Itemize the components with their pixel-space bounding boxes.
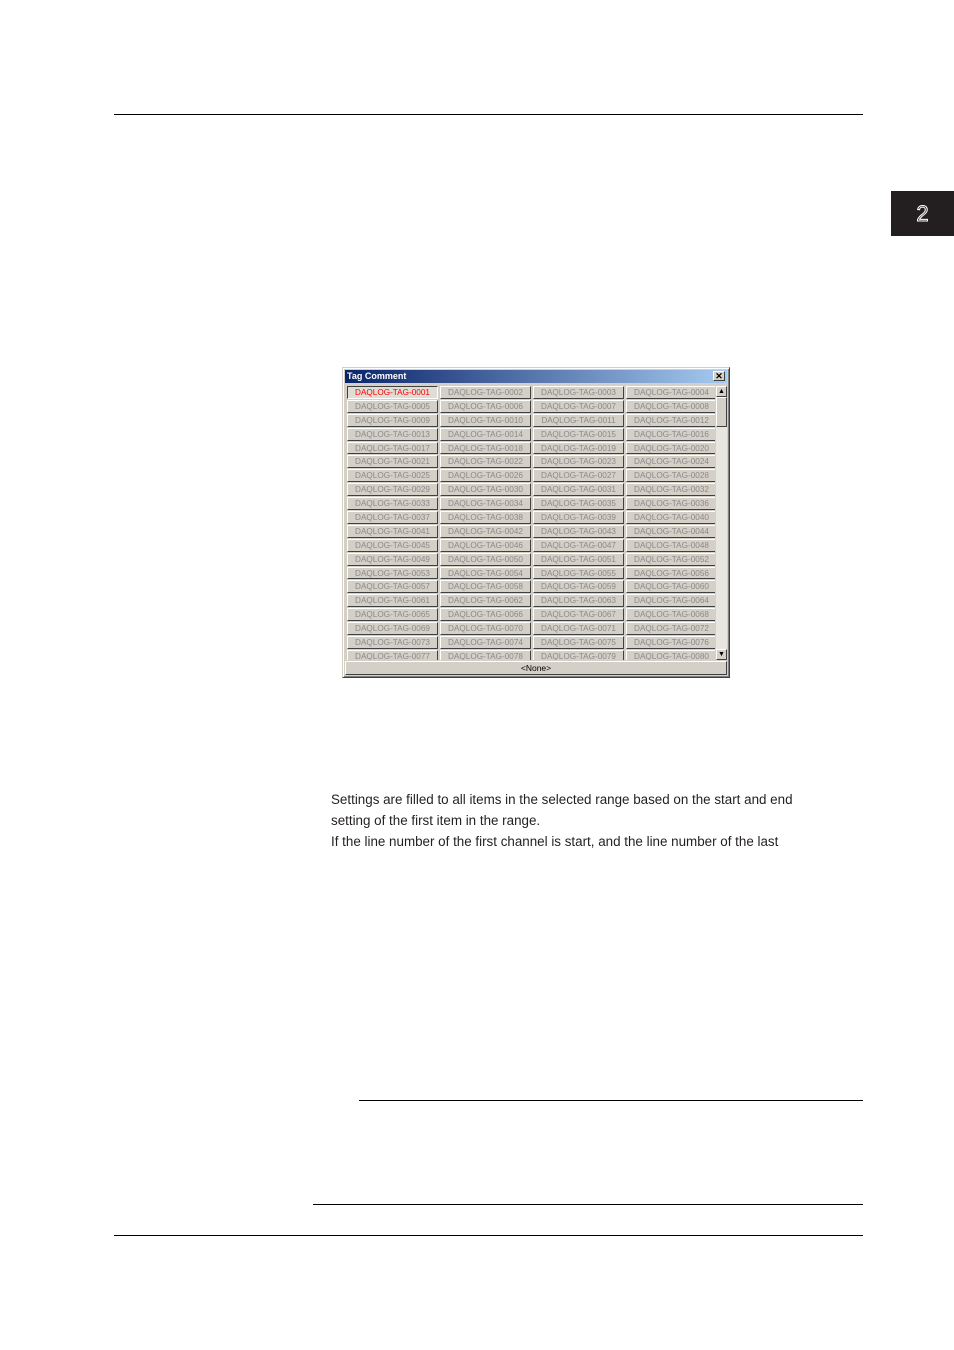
tag-button[interactable]: DAQLOG-TAG-0007 bbox=[533, 400, 624, 413]
tag-button[interactable]: DAQLOG-TAG-0054 bbox=[440, 567, 531, 580]
tag-button[interactable]: DAQLOG-TAG-0036 bbox=[626, 497, 715, 510]
scroll-thumb[interactable] bbox=[716, 397, 727, 427]
tag-button[interactable]: DAQLOG-TAG-0048 bbox=[626, 539, 715, 552]
tag-button[interactable]: DAQLOG-TAG-0012 bbox=[626, 414, 715, 427]
tag-button[interactable]: DAQLOG-TAG-0016 bbox=[626, 428, 715, 441]
tag-button[interactable]: DAQLOG-TAG-0073 bbox=[347, 636, 438, 649]
tag-button[interactable]: DAQLOG-TAG-0027 bbox=[533, 469, 624, 482]
tag-button[interactable]: DAQLOG-TAG-0051 bbox=[533, 553, 624, 566]
tag-button[interactable]: DAQLOG-TAG-0017 bbox=[347, 442, 438, 455]
tag-button[interactable]: DAQLOG-TAG-0037 bbox=[347, 511, 438, 524]
tag-button[interactable]: DAQLOG-TAG-0053 bbox=[347, 567, 438, 580]
tag-button[interactable]: DAQLOG-TAG-0056 bbox=[626, 567, 715, 580]
tag-button[interactable]: DAQLOG-TAG-0080 bbox=[626, 650, 715, 660]
scroll-down-button[interactable] bbox=[716, 649, 727, 660]
tag-button[interactable]: DAQLOG-TAG-0045 bbox=[347, 539, 438, 552]
tag-button[interactable]: DAQLOG-TAG-0018 bbox=[440, 442, 531, 455]
tag-button[interactable]: DAQLOG-TAG-0001 bbox=[347, 386, 438, 399]
tag-button[interactable]: DAQLOG-TAG-0067 bbox=[533, 608, 624, 621]
tag-grid bbox=[347, 386, 715, 660]
dialog-title: Tag Comment bbox=[347, 371, 407, 381]
body-line-3: If the line number of the first channel is start, and the line number of the last bbox=[331, 834, 779, 849]
tag-button[interactable]: DAQLOG-TAG-0071 bbox=[533, 622, 624, 635]
note-rule-bottom bbox=[313, 1204, 863, 1205]
tag-button[interactable]: DAQLOG-TAG-0029 bbox=[347, 483, 438, 496]
tag-button[interactable]: DAQLOG-TAG-0062 bbox=[440, 594, 531, 607]
tag-button[interactable]: DAQLOG-TAG-0025 bbox=[347, 469, 438, 482]
tag-button[interactable]: DAQLOG-TAG-0074 bbox=[440, 636, 531, 649]
tag-button[interactable]: DAQLOG-TAG-0075 bbox=[533, 636, 624, 649]
tag-button[interactable]: DAQLOG-TAG-0015 bbox=[533, 428, 624, 441]
footer-rule bbox=[114, 1235, 863, 1236]
tag-button[interactable]: DAQLOG-TAG-0055 bbox=[533, 567, 624, 580]
tag-button[interactable]: DAQLOG-TAG-0078 bbox=[440, 650, 531, 660]
tag-button[interactable]: DAQLOG-TAG-0052 bbox=[626, 553, 715, 566]
tag-button[interactable]: DAQLOG-TAG-0079 bbox=[533, 650, 624, 660]
tag-button[interactable]: DAQLOG-TAG-0076 bbox=[626, 636, 715, 649]
tag-button[interactable]: DAQLOG-TAG-0010 bbox=[440, 414, 531, 427]
dialog-titlebar[interactable] bbox=[345, 370, 727, 383]
tag-button[interactable]: DAQLOG-TAG-0028 bbox=[626, 469, 715, 482]
tag-button[interactable]: DAQLOG-TAG-0072 bbox=[626, 622, 715, 635]
tag-button[interactable]: DAQLOG-TAG-0069 bbox=[347, 622, 438, 635]
tag-button[interactable]: DAQLOG-TAG-0031 bbox=[533, 483, 624, 496]
tag-button[interactable]: DAQLOG-TAG-0058 bbox=[440, 580, 531, 593]
chapter-tab bbox=[891, 191, 954, 236]
tag-button[interactable]: DAQLOG-TAG-0064 bbox=[626, 594, 715, 607]
tag-button[interactable]: DAQLOG-TAG-0030 bbox=[440, 483, 531, 496]
vertical-scrollbar[interactable] bbox=[716, 386, 727, 660]
body-line-1: Settings are filled to all items in the selected range based on the start and end bbox=[331, 792, 793, 807]
tag-button[interactable]: DAQLOG-TAG-0039 bbox=[533, 511, 624, 524]
tag-button[interactable]: DAQLOG-TAG-0038 bbox=[440, 511, 531, 524]
tag-button[interactable]: DAQLOG-TAG-0003 bbox=[533, 386, 624, 399]
tag-button[interactable]: DAQLOG-TAG-0047 bbox=[533, 539, 624, 552]
tag-button[interactable]: DAQLOG-TAG-0021 bbox=[347, 455, 438, 468]
tag-button[interactable]: DAQLOG-TAG-0066 bbox=[440, 608, 531, 621]
tag-button[interactable]: DAQLOG-TAG-0044 bbox=[626, 525, 715, 538]
tag-button[interactable]: DAQLOG-TAG-0050 bbox=[440, 553, 531, 566]
tag-button[interactable]: DAQLOG-TAG-0002 bbox=[440, 386, 531, 399]
none-button[interactable]: <None> bbox=[345, 661, 727, 675]
tag-button[interactable]: DAQLOG-TAG-0035 bbox=[533, 497, 624, 510]
scroll-up-button[interactable] bbox=[716, 386, 727, 397]
tag-button[interactable]: DAQLOG-TAG-0011 bbox=[533, 414, 624, 427]
chapter-number: 2 bbox=[916, 200, 929, 226]
tag-button[interactable]: DAQLOG-TAG-0032 bbox=[626, 483, 715, 496]
tag-button[interactable]: DAQLOG-TAG-0049 bbox=[347, 553, 438, 566]
tag-button[interactable]: DAQLOG-TAG-0043 bbox=[533, 525, 624, 538]
tag-button[interactable]: DAQLOG-TAG-0006 bbox=[440, 400, 531, 413]
tag-button[interactable]: DAQLOG-TAG-0063 bbox=[533, 594, 624, 607]
tag-button[interactable]: DAQLOG-TAG-0014 bbox=[440, 428, 531, 441]
tag-button[interactable]: DAQLOG-TAG-0057 bbox=[347, 580, 438, 593]
close-icon: ✕ bbox=[715, 370, 723, 381]
tag-button[interactable]: DAQLOG-TAG-0022 bbox=[440, 455, 531, 468]
tag-button[interactable]: DAQLOG-TAG-0013 bbox=[347, 428, 438, 441]
body-line-2: setting of the first item in the range. bbox=[331, 813, 541, 828]
tag-button[interactable]: DAQLOG-TAG-0024 bbox=[626, 455, 715, 468]
tag-comment-dialog bbox=[342, 367, 730, 678]
tag-button[interactable]: DAQLOG-TAG-0070 bbox=[440, 622, 531, 635]
tag-button[interactable]: DAQLOG-TAG-0005 bbox=[347, 400, 438, 413]
tag-grid-viewport bbox=[347, 386, 715, 660]
tag-button[interactable]: DAQLOG-TAG-0077 bbox=[347, 650, 438, 660]
arrow-up-icon: ▲ bbox=[718, 388, 725, 395]
tag-button[interactable]: DAQLOG-TAG-0020 bbox=[626, 442, 715, 455]
tag-button[interactable]: DAQLOG-TAG-0068 bbox=[626, 608, 715, 621]
body-text bbox=[331, 789, 851, 852]
tag-button[interactable]: DAQLOG-TAG-0065 bbox=[347, 608, 438, 621]
tag-button[interactable]: DAQLOG-TAG-0040 bbox=[626, 511, 715, 524]
tag-button[interactable]: DAQLOG-TAG-0041 bbox=[347, 525, 438, 538]
note-rule-top bbox=[359, 1100, 863, 1101]
tag-button[interactable]: DAQLOG-TAG-0008 bbox=[626, 400, 715, 413]
tag-button[interactable]: DAQLOG-TAG-0026 bbox=[440, 469, 531, 482]
tag-button[interactable]: DAQLOG-TAG-0059 bbox=[533, 580, 624, 593]
arrow-down-icon: ▼ bbox=[718, 651, 725, 658]
tag-button[interactable]: DAQLOG-TAG-0033 bbox=[347, 497, 438, 510]
tag-button[interactable]: DAQLOG-TAG-0023 bbox=[533, 455, 624, 468]
tag-button[interactable]: DAQLOG-TAG-0042 bbox=[440, 525, 531, 538]
tag-button[interactable]: DAQLOG-TAG-0019 bbox=[533, 442, 624, 455]
tag-button[interactable]: DAQLOG-TAG-0061 bbox=[347, 594, 438, 607]
tag-button[interactable]: DAQLOG-TAG-0034 bbox=[440, 497, 531, 510]
tag-button[interactable]: DAQLOG-TAG-0004 bbox=[626, 386, 715, 399]
tag-button[interactable]: DAQLOG-TAG-0009 bbox=[347, 414, 438, 427]
header-rule bbox=[114, 114, 863, 115]
tag-button[interactable]: DAQLOG-TAG-0046 bbox=[440, 539, 531, 552]
tag-button[interactable]: DAQLOG-TAG-0060 bbox=[626, 580, 715, 593]
close-button[interactable] bbox=[713, 371, 725, 381]
